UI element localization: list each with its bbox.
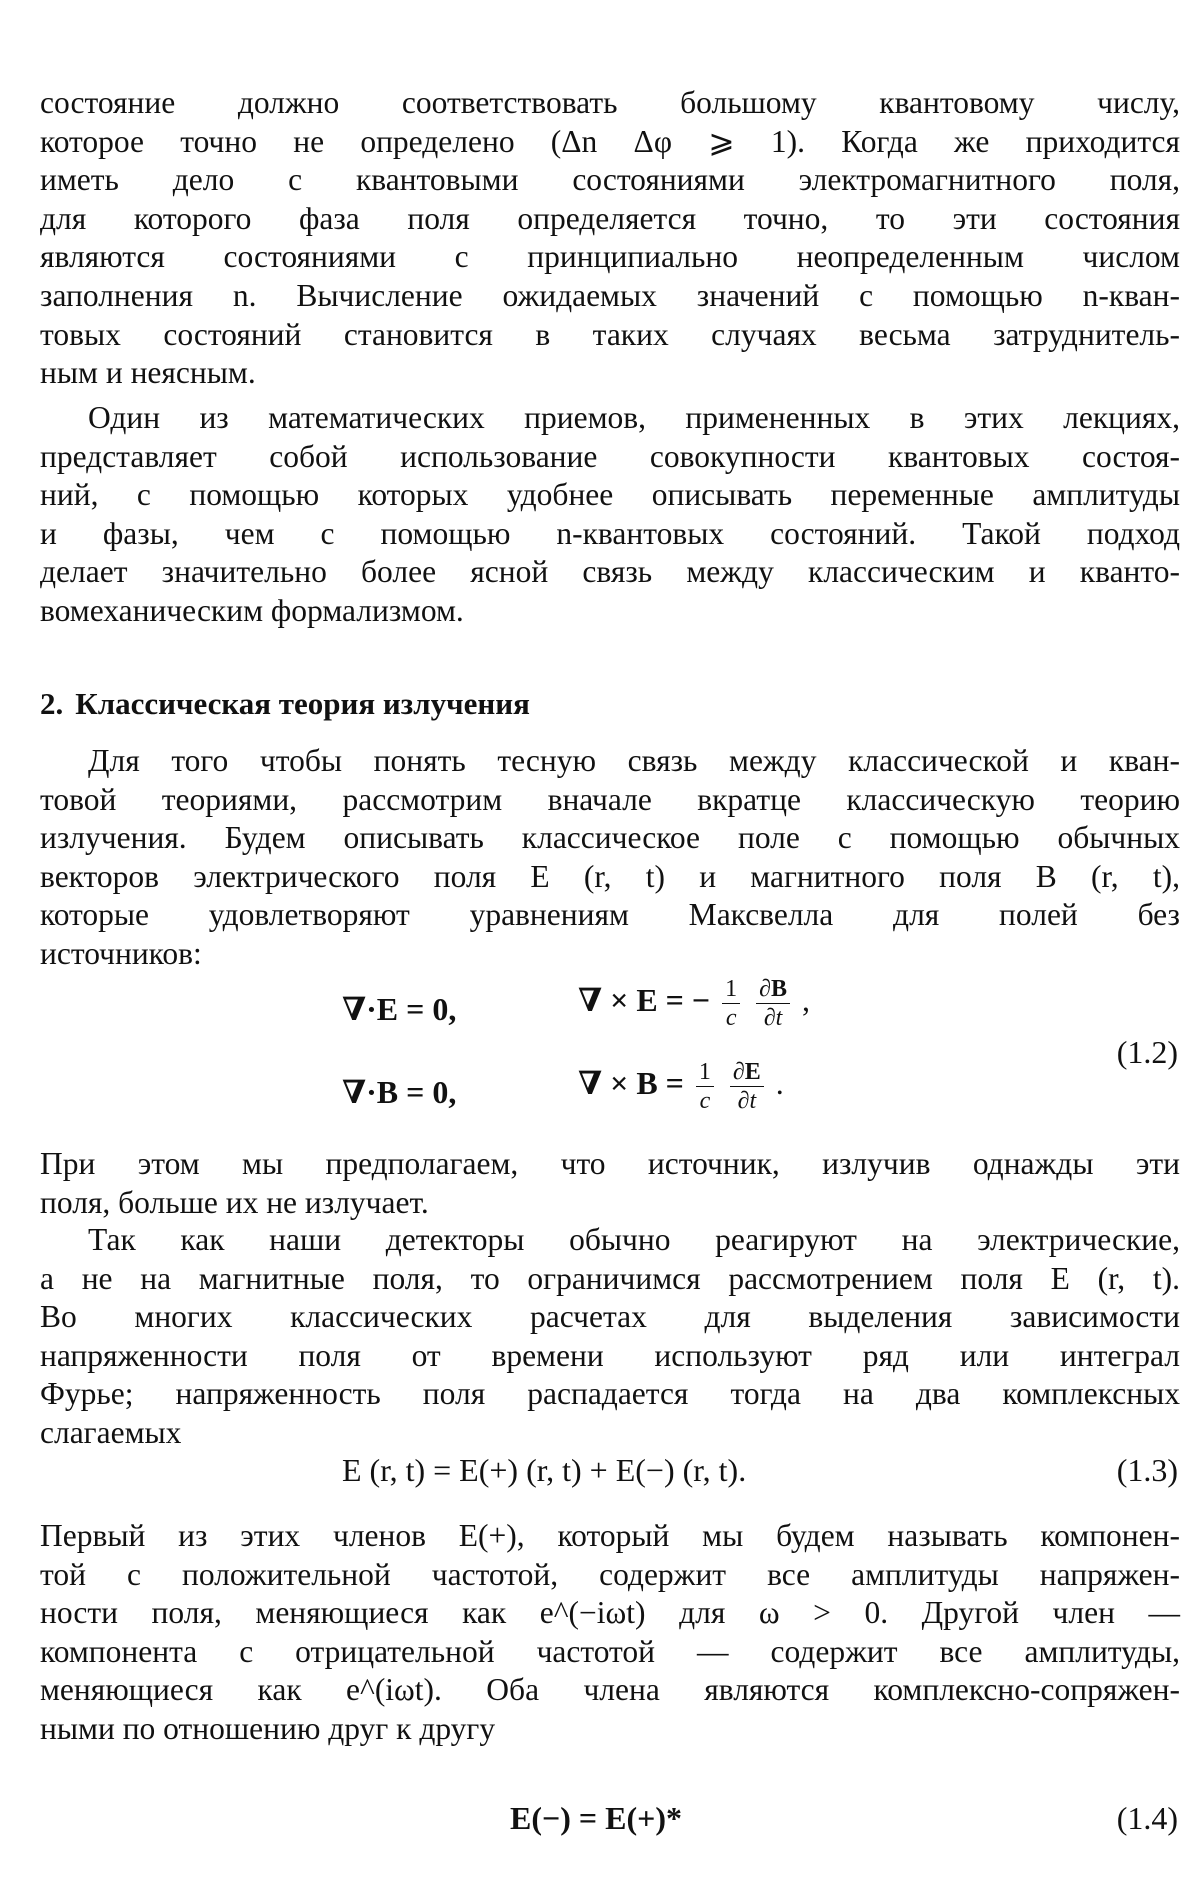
- text-line: ными по отношению друг к другу: [40, 1710, 496, 1746]
- section-number: 2.: [40, 686, 64, 721]
- text-line: Фурье; напряженность поля распадается тогда на два комплексных: [40, 1376, 1180, 1412]
- section-heading: [40, 686, 530, 722]
- text-line: ний, с помощью которых удобнее описывать переменные амплитуды: [40, 477, 1180, 513]
- text-line: иметь дело с квантовыми состояниями электромагнитного поля,: [40, 162, 1180, 198]
- paragraph-4: [40, 1145, 1180, 1222]
- text-line: а не на магнитные поля, то ограничимся рассмотрением поля E (r, t).: [40, 1260, 1180, 1296]
- text-line: поля, больше их не излучает.: [40, 1184, 429, 1220]
- text-line: ности поля, меняющиеся как e^(−iωt) для ω > 0. Другой член —: [40, 1595, 1180, 1631]
- text-line: Для того чтобы понять тесную связь между классической и кван-: [88, 743, 1180, 778]
- text-line: источников:: [40, 935, 202, 971]
- text-line: товой теориями, рассмотрим вначале вкратце классическую теорию: [40, 781, 1180, 817]
- paragraph-1: [40, 84, 1180, 393]
- text-line: напряженности поля от времени используют ряд или интеграл: [40, 1337, 1180, 1373]
- text-line: ным и неясным.: [40, 355, 256, 391]
- text-line: При этом мы предполагаем, что источник, излучив однажды эти: [40, 1146, 1180, 1181]
- equation-1-2-line-1b: ∇ × E = − $\frac{1}{c}$ $\frac{\partial B}{\partial t}$ ,: [578, 976, 811, 1031]
- text-line: Во многих классических расчетах для выделения зависимости: [40, 1299, 1180, 1335]
- equation-number-1-2: (1.2): [1116, 1034, 1178, 1070]
- text-line: Первый из этих членов E(+), который мы будем называть компонен-: [40, 1518, 1180, 1553]
- text-line: заполнения n. Вычисление ожидаемых значений с помощью n-кван-: [40, 277, 1180, 313]
- equation-1-2-line-2a: ∇·B = 0,: [342, 1074, 457, 1110]
- text-line: товых состояний становится в таких случаях весьма затруднитель-: [40, 316, 1180, 352]
- text-line: Так как наши детекторы обычно реагируют на электрические,: [88, 1222, 1180, 1257]
- text-line: представляет собой использование совокупности квантовых состоя-: [40, 438, 1180, 474]
- paragraph-2: [40, 399, 1180, 631]
- text-line: компонента с отрицательной частотой — содержит все амплитуды,: [40, 1633, 1180, 1669]
- text-line: той с положительной частотой, содержит все амплитуды напряжен-: [40, 1556, 1180, 1592]
- text-line: для которого фаза поля определяется точно, то эти состояния: [40, 200, 1180, 236]
- text-line: излучения. Будем описывать классическое поле с помощью обычных: [40, 820, 1180, 856]
- paragraph-6: [40, 1517, 1180, 1749]
- paragraph-3: [40, 742, 1180, 974]
- text-line: которое точно не определено (Δn Δφ ⩾ 1). Когда же приходится: [40, 123, 1180, 159]
- equation-1-2-line-1a: ∇·E = 0,: [342, 991, 457, 1027]
- equation-number-1-3: (1.3): [1116, 1452, 1178, 1488]
- text-line: и фазы, чем с помощью n-квантовых состояний. Такой подход: [40, 515, 1180, 551]
- equation-1-4: E(−) = E(+)*: [510, 1800, 683, 1836]
- text-line: векторов электрического поля E (r, t) и магнитного поля B (r, t),: [40, 858, 1180, 894]
- text-line: состояние должно соответствовать большому квантовому числу,: [40, 85, 1180, 120]
- text-line: меняющиеся как e^(iωt). Оба члена являются комплексно-сопряжен-: [40, 1672, 1180, 1708]
- text-line: делает значительно более ясной связь между классическим и кванто-: [40, 554, 1180, 590]
- paragraph-5: [40, 1221, 1180, 1453]
- text-line: которые удовлетворяют уравнениям Максвелла для полей без: [40, 897, 1180, 933]
- equation-1-2-line-2b: ∇ × B = $\frac{1}{c}$ $\frac{\partial E}{\partial t}$ .: [578, 1059, 784, 1114]
- text-line: вомеханическим формализмом.: [40, 592, 464, 628]
- text-line: слагаемых: [40, 1414, 182, 1450]
- equation-number-1-4: (1.4): [1116, 1800, 1178, 1836]
- equation-1-3: E (r, t) = E(+) (r, t) + E(−) (r, t).: [342, 1452, 747, 1488]
- text-line: являются состояниями с принципиально неопределенным числом: [40, 239, 1180, 275]
- text-line: Один из математических приемов, примененных в этих лекциях,: [88, 400, 1180, 435]
- section-title: Классическая теория излучения: [75, 686, 530, 721]
